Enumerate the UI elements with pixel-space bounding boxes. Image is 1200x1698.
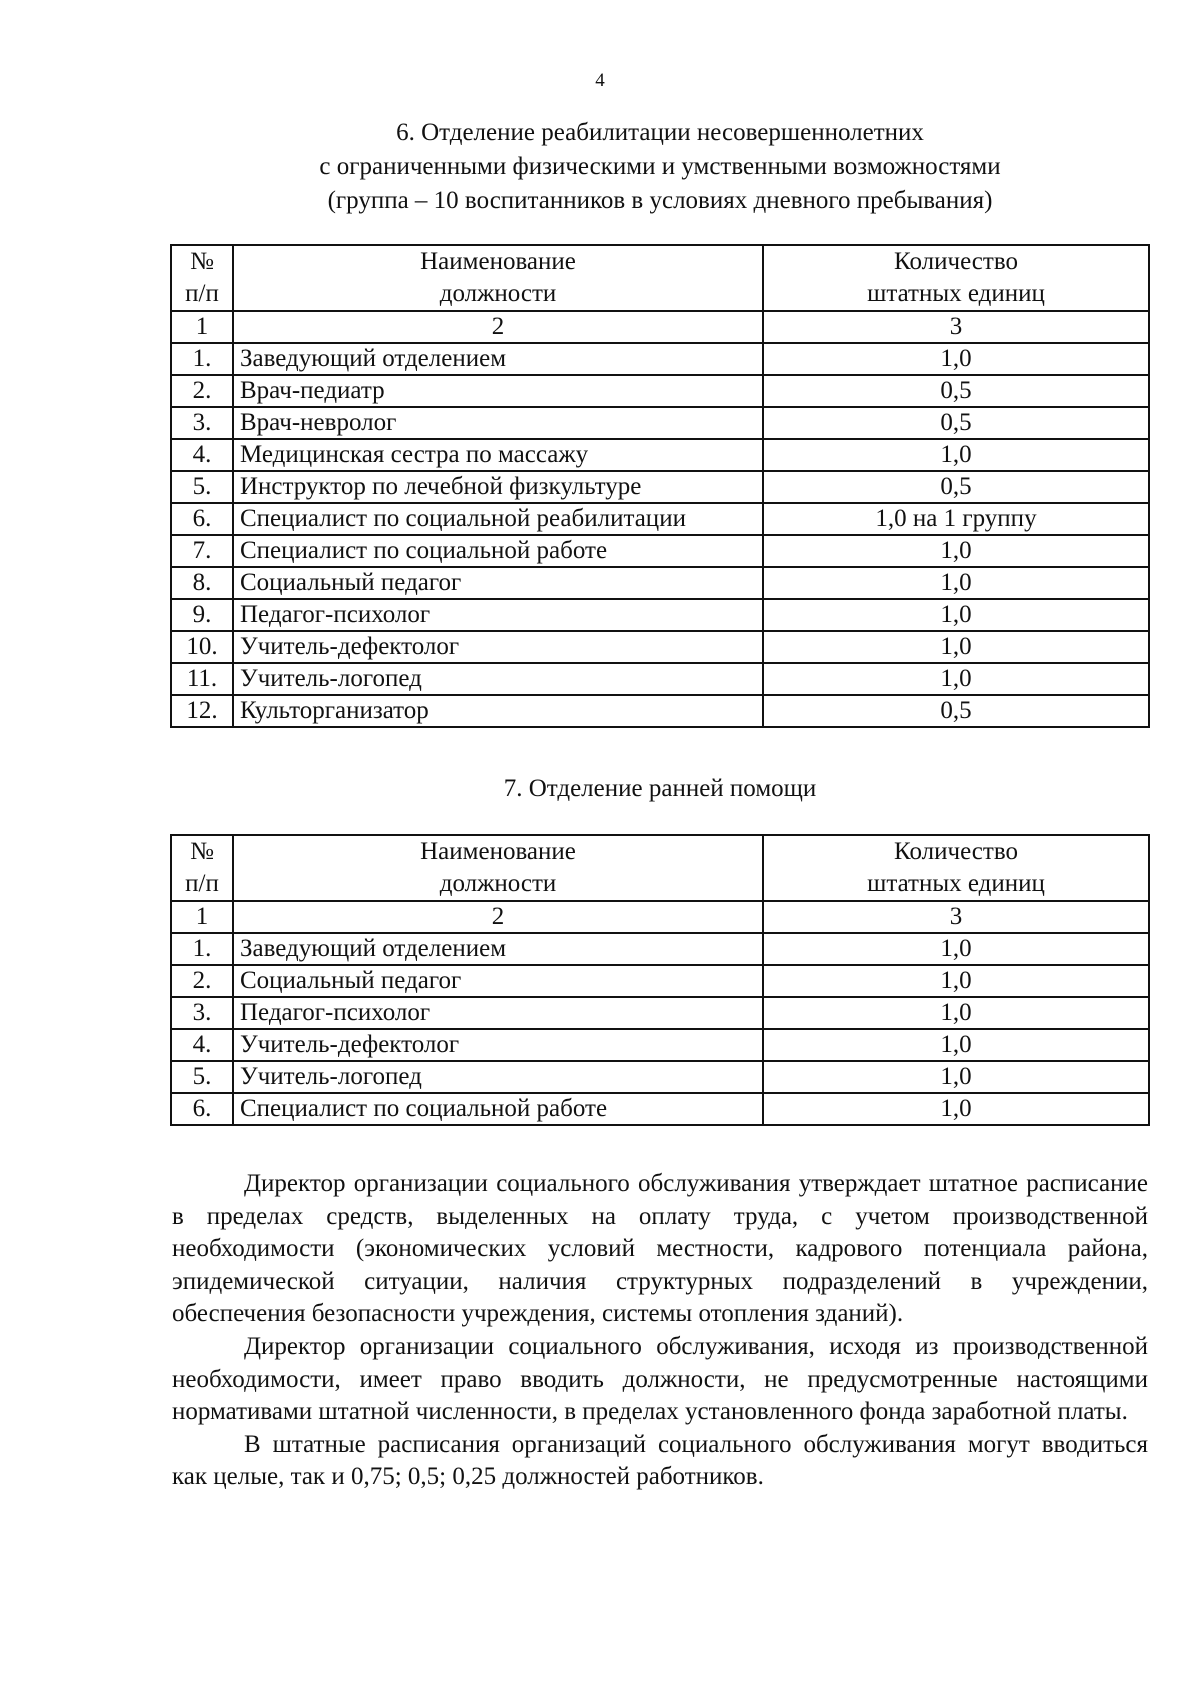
header-name-line1: Наименование: [420, 838, 576, 865]
table-row: [171, 567, 1149, 599]
position-name: Заведующий отделением: [233, 343, 763, 375]
staff-units: 1,0: [763, 997, 1149, 1029]
paragraph: Директор организации социального обслуживания, исходя из производственной необходимости, имеет право вводить должности, не предусмотренные настоящими нормативами штатной численности, в пределах установленного фонда заработной платы.: [172, 1332, 1148, 1426]
row-number: 9.: [171, 599, 233, 631]
table-row: [171, 1093, 1149, 1125]
row-number: 4.: [171, 439, 233, 471]
table-row: [171, 631, 1149, 663]
position-name: Культорганизатор: [233, 695, 763, 727]
row-number: 2.: [171, 375, 233, 407]
header-name-cell: [233, 835, 763, 901]
position-name: Специалист по социальной реабилитации: [233, 503, 763, 535]
header-num-line2: п/п: [185, 280, 219, 307]
column-number: 2: [233, 901, 763, 933]
header-name-line2: должности: [439, 870, 557, 897]
staff-units: 1,0: [763, 663, 1149, 695]
position-name: Специалист по социальной работе: [233, 1093, 763, 1125]
staff-units: 1,0: [763, 1093, 1149, 1125]
section-6-heading-line: с ограниченными физическими и умственными возможностями: [319, 153, 1001, 180]
staff-units: 1,0: [763, 631, 1149, 663]
row-number: 5.: [171, 471, 233, 503]
section-6-heading-line: (группа – 10 воспитанников в условиях дневного пребывания): [327, 187, 993, 214]
staff-units: 1,0: [763, 567, 1149, 599]
column-number: 1: [171, 901, 233, 933]
header-qty-cell: [763, 245, 1149, 311]
section-7-heading: [170, 772, 1150, 806]
staff-units: 0,5: [763, 375, 1149, 407]
staff-units: 0,5: [763, 471, 1149, 503]
row-number: 3.: [171, 997, 233, 1029]
position-name: Социальный педагог: [233, 965, 763, 997]
row-number: 12.: [171, 695, 233, 727]
section-7-staff-table: [170, 834, 1150, 1126]
position-name: Педагог-психолог: [233, 997, 763, 1029]
staff-units: 0,5: [763, 407, 1149, 439]
row-number: 6.: [171, 1093, 233, 1125]
table-header-row: [171, 835, 1149, 901]
position-name: Педагог-психолог: [233, 599, 763, 631]
row-number: 11.: [171, 663, 233, 695]
row-number: 1.: [171, 343, 233, 375]
table-row: [171, 439, 1149, 471]
table-row: [171, 695, 1149, 727]
section-7-heading-line: 7. Отделение ранней помощи: [503, 775, 817, 802]
row-number: 3.: [171, 407, 233, 439]
table-row: [171, 471, 1149, 503]
position-name: Учитель-логопед: [233, 663, 763, 695]
staff-units: 1,0: [763, 965, 1149, 997]
row-number: 4.: [171, 1029, 233, 1061]
position-name: Социальный педагог: [233, 567, 763, 599]
header-num-line1: №: [190, 248, 214, 275]
table-row: [171, 933, 1149, 965]
header-num-line1: №: [190, 838, 214, 865]
paragraph: В штатные расписания организаций социального обслуживания могут вводиться как целые, так и 0,75; 0,5; 0,25 должностей работников.: [172, 1430, 1148, 1491]
staff-units: 1,0 на 1 группу: [763, 503, 1149, 535]
position-name: Заведующий отделением: [233, 933, 763, 965]
row-number: 5.: [171, 1061, 233, 1093]
table-row: [171, 535, 1149, 567]
table-row: [171, 1061, 1149, 1093]
section-6-heading: [170, 116, 1150, 218]
column-number: 3: [763, 901, 1149, 933]
row-number: 2.: [171, 965, 233, 997]
header-qty-line1: Количество: [894, 248, 1018, 275]
column-number: 3: [763, 311, 1149, 343]
header-qty-cell: [763, 835, 1149, 901]
staff-units: 1,0: [763, 343, 1149, 375]
row-number: 1.: [171, 933, 233, 965]
body-text: [172, 1168, 1148, 1494]
staff-units: 1,0: [763, 439, 1149, 471]
header-name-cell: [233, 245, 763, 311]
staff-units: 1,0: [763, 1061, 1149, 1093]
table-header-row: [171, 245, 1149, 311]
paragraph: Директор организации социального обслуживания утверждает штатное расписание в пределах средств, выделенных на оплату труда, с учетом производственной необходимости (экономических условий местности, кадрового потенциала района, эпидемической ситуации, наличия структурных подразделений в учреждении, обеспечения безопасности учреждения, системы отопления зданий).: [172, 1170, 1148, 1328]
header-qty-line2: штатных единиц: [867, 280, 1045, 307]
table-row: [171, 503, 1149, 535]
staff-units: 0,5: [763, 695, 1149, 727]
column-number: 2: [233, 311, 763, 343]
row-number: 10.: [171, 631, 233, 663]
table-row: [171, 599, 1149, 631]
staff-units: 1,0: [763, 933, 1149, 965]
position-name: Учитель-дефектолог: [233, 631, 763, 663]
header-num-cell: [171, 835, 233, 901]
row-number: 8.: [171, 567, 233, 599]
header-num-line2: п/п: [185, 870, 219, 897]
table-row: [171, 965, 1149, 997]
table-row: [171, 1029, 1149, 1061]
position-name: Специалист по социальной работе: [233, 535, 763, 567]
position-name: Учитель-логопед: [233, 1061, 763, 1093]
position-name: Учитель-дефектолог: [233, 1029, 763, 1061]
position-name: Инструктор по лечебной физкультуре: [233, 471, 763, 503]
table-row: [171, 375, 1149, 407]
header-name-line2: должности: [439, 280, 557, 307]
staff-units: 1,0: [763, 535, 1149, 567]
table-row: [171, 663, 1149, 695]
row-number: 6.: [171, 503, 233, 535]
page-number: 4: [595, 70, 605, 91]
column-number: 1: [171, 311, 233, 343]
position-name: Врач-педиатр: [233, 375, 763, 407]
header-qty-line1: Количество: [894, 838, 1018, 865]
header-name-line1: Наименование: [420, 248, 576, 275]
staff-units: 1,0: [763, 599, 1149, 631]
header-num-cell: [171, 245, 233, 311]
table-row: [171, 997, 1149, 1029]
staff-units: 1,0: [763, 1029, 1149, 1061]
table-row: [171, 407, 1149, 439]
row-number: 7.: [171, 535, 233, 567]
table-row: [171, 343, 1149, 375]
header-qty-line2: штатных единиц: [867, 870, 1045, 897]
column-number-row: [171, 901, 1149, 933]
position-name: Медицинская сестра по массажу: [233, 439, 763, 471]
section-6-heading-line: 6. Отделение реабилитации несовершеннолетних: [396, 119, 924, 146]
column-number-row: [171, 311, 1149, 343]
section-6-staff-table: [170, 244, 1150, 728]
position-name: Врач-невролог: [233, 407, 763, 439]
